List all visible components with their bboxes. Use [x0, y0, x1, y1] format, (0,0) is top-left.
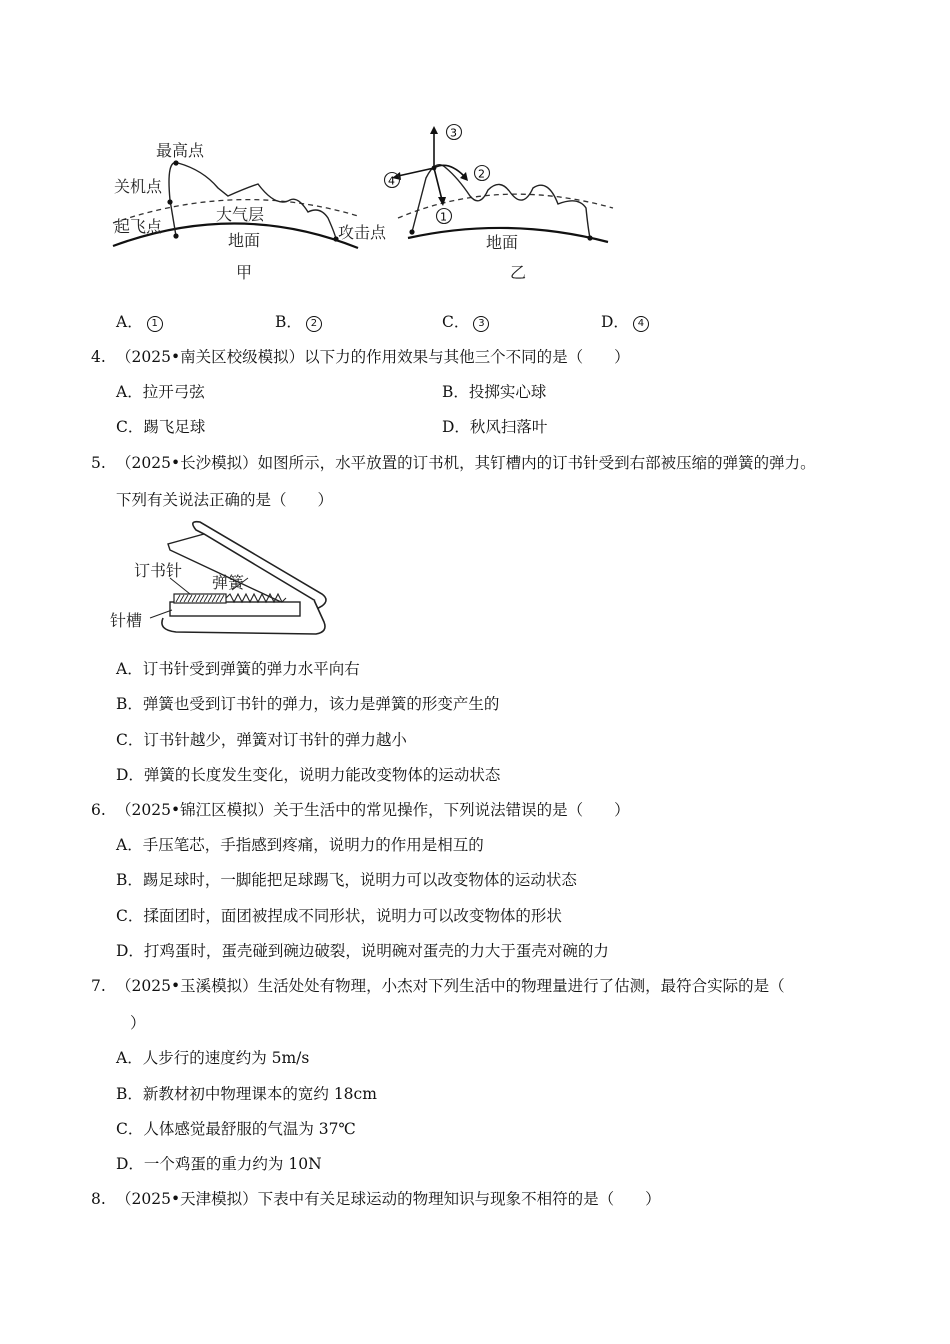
label-staple: 订书针 — [134, 561, 183, 580]
label-atmosphere: 大气层 — [216, 205, 265, 224]
q4-number: 4. — [91, 348, 106, 366]
q7-option-c: C．人体感觉最舒服的气温为 37℃ — [116, 1120, 356, 1138]
caption-yi: 乙 — [510, 263, 527, 282]
label-slot: 针槽 — [110, 611, 143, 630]
svg-text:4: 4 — [388, 174, 395, 188]
q6-option-c: C．揉面团时，面团被捏成不同形状，说明力可以改变物体的形状 — [116, 907, 562, 925]
q5-option-c: C．订书针越少，弹簧对订书针的弹力越小 — [116, 731, 407, 749]
arrow-4 — [398, 168, 434, 176]
takeoff-point — [173, 233, 178, 238]
q4-option-a: A．拉开弓弦 — [116, 383, 205, 401]
q4-option-d: D．秋风扫落叶 — [442, 418, 548, 436]
label-shutdown: 关机点 — [114, 177, 163, 196]
q6-option-a: A．手压笔芯，手指感到疼痛，说明力的作用是相互的 — [116, 836, 484, 854]
label-highest: 最高点 — [156, 141, 205, 160]
q7-stem-line1: （2025•玉溪模拟）生活处处有物理，小杰对下列生活中的物理量进行了估测，最符合实际的是（ — [116, 977, 785, 995]
q3-option-d: D． 4 — [601, 312, 649, 332]
stapler-figure — [108, 518, 333, 646]
q7-stem-line2: ） — [130, 1014, 146, 1032]
q3-option-a: A． 1 — [116, 312, 163, 332]
q4-stem: （2025•南关区校级模拟）以下力的作用效果与其他三个不同的是（ ） — [116, 348, 630, 366]
q4-option-c: C．踢飞足球 — [116, 418, 206, 436]
arrow-1 — [434, 168, 442, 200]
trajectory-curve-left — [169, 162, 336, 240]
q5-number: 5. — [91, 454, 106, 472]
svg-text:3: 3 — [450, 126, 457, 140]
stapler-diagram — [108, 518, 333, 646]
svg-text:1: 1 — [440, 210, 447, 224]
q4-option-b: B．投掷实心球 — [442, 383, 547, 401]
q7-option-b: B．新教材初中物理课本的宽约 18cm — [116, 1085, 377, 1103]
q8-number: 8. — [91, 1190, 106, 1208]
diagram-yi — [385, 125, 614, 283]
q5-option-b: B．弹簧也受到订书针的弹力，该力是弹簧的形变产生的 — [116, 695, 500, 713]
q6-stem: （2025•锦江区模拟）关于生活中的常见操作，下列说法错误的是（ ） — [116, 801, 630, 819]
q5-option-d: D．弹簧的长度发生变化，说明力能改变物体的运动状态 — [116, 766, 501, 784]
q3-option-b: B． 2 — [275, 312, 322, 332]
trajectory-diagram — [108, 118, 628, 288]
q5-stem-line2: 下列有关说法正确的是（ ） — [116, 491, 334, 509]
caption-jia: 甲 — [236, 263, 253, 282]
q7-number: 7. — [91, 977, 106, 995]
label-takeoff: 起飞点 — [114, 217, 163, 236]
highest-point — [173, 160, 178, 165]
q7-option-d: D．一个鸡蛋的重力约为 10N — [116, 1155, 322, 1173]
diagram-jia — [113, 141, 387, 282]
q5-option-a: A．订书针受到弹簧的弹力水平向右 — [116, 660, 360, 678]
q5-stem-line1: （2025•长沙模拟）如图所示，水平放置的订书机，其钉槽内的订书针受到右部被压缩的弹簧的弹力。 — [116, 454, 816, 472]
q6-option-d: D．打鸡蛋时，蛋壳碰到碗边破裂，说明碗对蛋壳的力大于蛋壳对碗的力 — [116, 942, 609, 960]
staple-slot — [170, 602, 300, 616]
q6-number: 6. — [91, 801, 106, 819]
q6-option-b: B．踢足球时，一脚能把足球踢飞，说明力可以改变物体的运动状态 — [116, 871, 577, 889]
q8-stem: （2025•天津模拟）下表中有关足球运动的物理知识与现象不相符的是（ ） — [116, 1190, 661, 1208]
label-target: 攻击点 — [338, 223, 387, 242]
trajectory-figure — [108, 118, 628, 288]
q3-option-c: C． 3 — [442, 312, 489, 332]
q7-option-a: A．人步行的速度约为 5m/s — [116, 1049, 310, 1067]
shutdown-point — [167, 199, 172, 204]
label-ground-right: 地面 — [486, 233, 519, 252]
label-ground-left: 地面 — [228, 231, 261, 250]
atmosphere-arc-right — [398, 194, 613, 218]
label-spring: 弹簧 — [212, 573, 245, 592]
svg-text:2: 2 — [478, 167, 485, 181]
